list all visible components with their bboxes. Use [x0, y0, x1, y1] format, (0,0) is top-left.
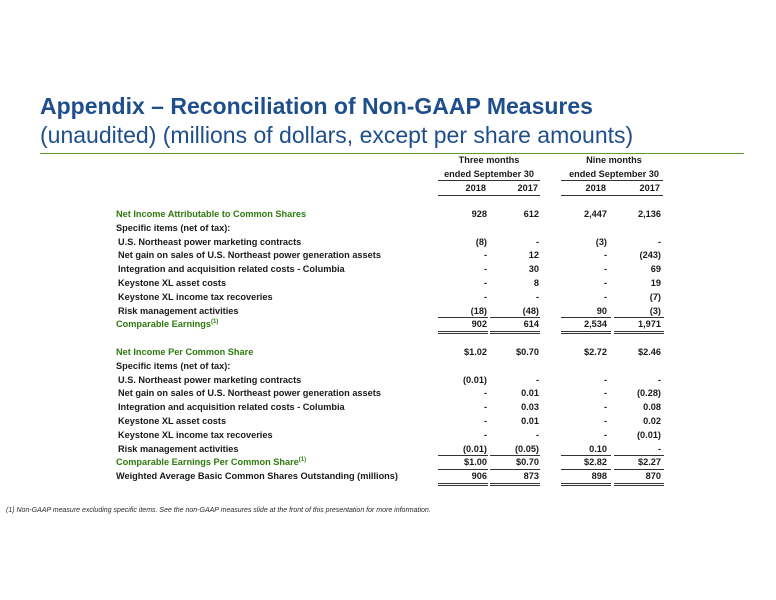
row-label: [116, 208, 306, 220]
subtotal-rule: [614, 317, 664, 318]
row-label: [116, 346, 253, 358]
row-label: [118, 291, 273, 303]
row-value: -: [483, 388, 487, 399]
total-double-rule: [561, 483, 611, 486]
row-value: 2,136: [638, 209, 661, 219]
row-value: 0.08: [643, 402, 661, 413]
row-label: [118, 277, 226, 289]
row-value: 69: [650, 264, 661, 275]
total-rule: [490, 469, 540, 470]
row-value: (3): [649, 305, 661, 316]
header-year-3m-2018: 2018: [465, 183, 486, 193]
row-label: [118, 387, 381, 399]
row-value: -: [483, 250, 487, 261]
row-value: (0.28): [636, 388, 661, 399]
footnote-marker: (1): [210, 319, 219, 326]
row-value: $1.02: [464, 347, 487, 357]
header-year-3m-2017: 2017: [517, 183, 538, 193]
total-rule: [614, 469, 664, 470]
row-value: -: [483, 429, 487, 440]
subtotal-rule: [614, 455, 664, 456]
row-label-text: Comparable Earnings: [116, 319, 211, 330]
row-value: 928: [471, 209, 487, 219]
header-nine-months-line1: Nine months: [586, 155, 642, 165]
row-label-text: Specific items (net of tax):: [116, 222, 231, 233]
row-value: -: [603, 264, 607, 275]
footnote-marker: (1): [298, 457, 307, 464]
header-year-9m-2018: 2018: [585, 183, 606, 193]
row-value: (18): [470, 305, 487, 316]
row-value: 0.10: [589, 443, 607, 454]
row-value: $0.70: [516, 347, 539, 357]
row-label: [118, 249, 381, 261]
row-value: -: [657, 443, 661, 454]
row-value: 0.01: [521, 388, 539, 399]
row-label-text: U.S. Northeast power marketing contracts: [118, 236, 302, 247]
row-value: 906: [471, 471, 487, 482]
row-value: -: [483, 264, 487, 275]
slide-subtitle: (unaudited) (millions of dollars, except per share amounts): [40, 122, 634, 148]
header-years-rule-3m: [438, 195, 540, 196]
header-three-months-line1: Three months: [458, 155, 520, 165]
subtotal-rule: [561, 317, 611, 318]
subtotal-rule: [561, 455, 611, 456]
row-value: $1.00: [464, 457, 487, 468]
row-value: 30: [528, 264, 539, 275]
row-label: [118, 305, 239, 317]
row-value: (0.01): [462, 443, 487, 454]
row-label: [116, 360, 230, 372]
row-value: 870: [645, 471, 661, 482]
row-label: [116, 456, 306, 468]
row-value: (48): [522, 305, 539, 316]
header-year-9m-2017: 2017: [639, 183, 660, 193]
row-label-text: Risk management activities: [118, 443, 239, 454]
row-value: $2.46: [638, 347, 661, 357]
row-value: 0.02: [643, 416, 661, 426]
row-label-text: Weighted Average Basic Common Shares Outstanding (millions): [116, 471, 398, 482]
row-label-text: Comparable Earnings Per Common Share: [116, 457, 299, 468]
row-value: (7): [649, 291, 661, 302]
header-nine-months-rule: [561, 180, 663, 181]
row-label: [118, 443, 239, 455]
row-value: 902: [471, 319, 487, 330]
row-value: -: [603, 374, 607, 385]
header-nine-months-line2: ended September 30: [569, 169, 659, 179]
row-value: -: [483, 416, 487, 426]
row-value: (3): [595, 236, 607, 247]
row-value: -: [603, 388, 607, 399]
row-value: 0.01: [521, 416, 539, 426]
subtotal-rule: [438, 317, 488, 318]
row-value: (0.05): [514, 443, 539, 454]
row-value: 8: [533, 278, 539, 288]
header-three-months-rule: [438, 180, 540, 181]
header-three-months-line2: ended September 30: [444, 169, 534, 179]
subtotal-rule: [490, 317, 540, 318]
row-label-text: Integration and acquisition related costs - Columbia: [118, 264, 345, 275]
row-value: 90: [596, 305, 607, 316]
row-label-text: Keystone XL income tax recoveries: [118, 291, 273, 302]
total-double-rule: [614, 483, 664, 486]
footnote: (1) Non-GAAP measure excluding specific items. See the non-GAAP measures slide at the front of this presentation for more information.: [6, 507, 431, 514]
row-value: 898: [591, 471, 607, 482]
row-label-text: Risk management activities: [118, 305, 239, 316]
row-label-text: Net Income Per Common Share: [116, 347, 254, 357]
row-label-text: Specific items (net of tax):: [116, 360, 231, 371]
row-label: [118, 401, 345, 413]
row-value: (0.01): [462, 374, 487, 385]
row-value: 873: [523, 471, 539, 482]
row-value: -: [603, 278, 607, 288]
row-value: -: [535, 429, 539, 440]
row-value: (243): [639, 250, 661, 261]
subtotal-rule: [438, 455, 488, 456]
row-label: [116, 222, 230, 234]
total-double-rule: [438, 483, 488, 486]
total-double-rule: [438, 331, 488, 334]
row-value: $2.72: [584, 347, 607, 357]
row-value: -: [535, 291, 539, 302]
row-value: -: [535, 236, 539, 247]
slide-title: Appendix – Reconciliation of Non-GAAP Measures: [40, 93, 593, 119]
row-value: -: [603, 291, 607, 302]
row-value: (8): [475, 236, 487, 247]
row-value: 19: [650, 278, 661, 288]
row-label: [118, 263, 345, 275]
row-value: -: [657, 374, 661, 385]
row-label-text: Keystone XL asset costs: [118, 278, 227, 288]
row-value: 0.03: [521, 402, 539, 413]
row-value: -: [603, 429, 607, 440]
row-value: 12: [528, 250, 539, 261]
subtotal-rule: [490, 455, 540, 456]
row-value: -: [657, 236, 661, 247]
row-value: -: [483, 291, 487, 302]
row-value: 1,971: [638, 319, 661, 330]
row-value: 614: [523, 319, 539, 330]
row-label-text: Net gain on sales of U.S. Northeast power generation assets: [118, 388, 381, 399]
total-double-rule: [561, 331, 611, 334]
total-double-rule: [490, 483, 540, 486]
row-value: -: [603, 416, 607, 426]
row-label-text: U.S. Northeast power marketing contracts: [118, 374, 302, 385]
total-double-rule: [490, 331, 540, 334]
row-value: -: [483, 278, 487, 288]
total-double-rule: [614, 331, 664, 334]
row-value: 2,447: [584, 209, 607, 219]
row-value: $2.27: [638, 457, 661, 468]
row-value: $2.82: [584, 457, 607, 468]
row-label: [118, 374, 301, 386]
row-label-text: Keystone XL asset costs: [118, 416, 227, 426]
row-label-text: Keystone XL income tax recoveries: [118, 429, 273, 440]
row-label: [116, 470, 398, 482]
row-label: [118, 429, 273, 441]
row-value: 2,534: [584, 319, 607, 330]
row-label: [116, 318, 218, 330]
row-value: $0.70: [516, 457, 539, 468]
total-rule: [438, 469, 488, 470]
total-rule: [561, 469, 611, 470]
row-value: -: [603, 250, 607, 261]
header-years-rule-9m: [561, 195, 663, 196]
row-label-text: Integration and acquisition related costs - Columbia: [118, 402, 345, 413]
row-value: -: [535, 374, 539, 385]
row-value: -: [483, 402, 487, 413]
row-value: 612: [523, 209, 539, 219]
row-label-text: Net gain on sales of U.S. Northeast power generation assets: [118, 250, 381, 261]
row-label: [118, 415, 226, 427]
row-value: -: [603, 402, 607, 413]
row-label-text: Net Income Attributable to Common Shares: [116, 209, 307, 219]
row-value: (0.01): [636, 429, 661, 440]
row-label: [118, 236, 301, 248]
